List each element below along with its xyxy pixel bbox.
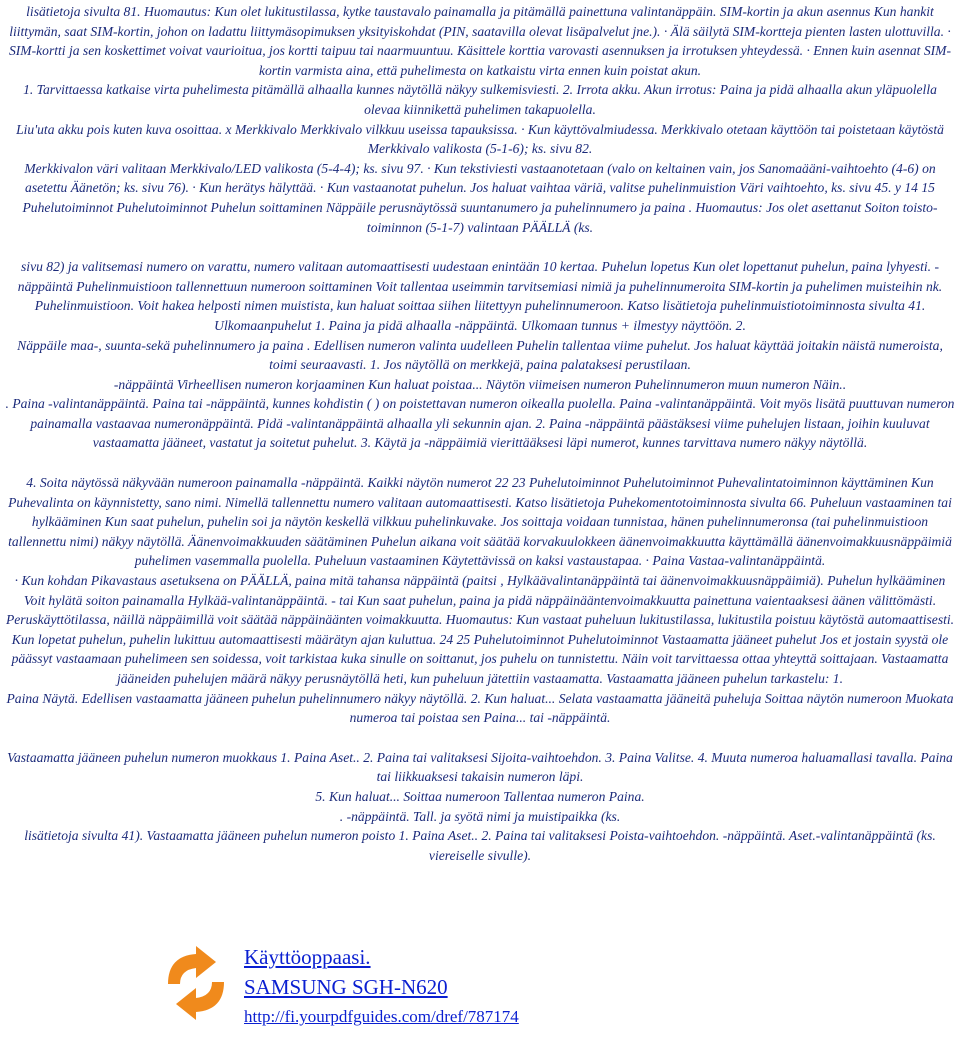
manual-link[interactable]: Käyttöoppaasi. (244, 945, 371, 969)
paragraph: 5. Kun haluat... Soittaa numeroon Tallentaa numeron Paina. (315, 788, 645, 804)
footer-links (158, 942, 718, 1032)
spacer (4, 728, 956, 748)
footer-link-group (244, 942, 519, 1030)
spacer (4, 453, 956, 473)
document-body (4, 2, 956, 865)
paragraph: lisätietoja sivulta 41). Vastaamatta jääneen puhelun numeron poisto 1. Paina Aset.. 2. Paina tai valitaksesi Poista-vaihtoehdon. -näppäintä. Aset.-valintanäppäintä (ks. viereiselle sivulle). (24, 828, 936, 863)
paragraph: 1. Tarvittaessa katkaise virta puhelimesta pitämällä alhaalla kunnes näytöllä näkyy sulkemisviesti. 2. Irrota akku. Akun irrotus: Paina ja pidä alhaalla akun yläpuolella olevaa kiinnikettä puhelimen takapuolella. (23, 82, 937, 117)
paragraph: lisätietoja sivulta 81. Huomautus: Kun olet lukitustilassa, kytke taustavalo painamalla ja pitämällä painettuna valintanäppäin. SIM-kortin ja akun asennus Kun hankit liittymän, saat SIM-kortin, johon on ladattu liittymäsopimuksen yksityiskohdat (PIN, saatavilla olevat lisäpalvelut jne.). · Älä säilytä SIM-kortteja pienten lasten ulottuvilla. · SIM-kortti ja sen koskettimet voivat vaurioitua, jos kortti taipuu tai naarmuuntuu. Käsittele korttia varovasti asennuksen ja irrotuksen yhteydessä. · Ennen kuin asennat SIM-kortin varmista aina, että puhelimesta on katkaistu virta ennen kuin poistat akun. (8, 4, 952, 78)
paragraph: Merkkivalon väri valitaan Merkkivalo/LED valikosta (5-4-4); ks. sivu 97. · Kun tekstiviesti vastaanotetaan (valo on keltainen vain, jos Sanomaääni-vaihtoehto (4-6) on asetettu Äänetön; ks. sivu 76). · Kun herätys hälyttää. · Kun vastaanotat puhelun. Jos haluat vaihtaa väriä, valitse puhelinmuistion Väri vaihtoehto, ks. sivu 45. y 14 15 Puhelutoiminnot Puhelutoiminnot Puhelun soittaminen Näppäile perusnäytössä suuntanumero ja puhelinnumero ja paina . Huomautus: Jos olet asettanut Soiton toisto-toiminnon (5-1-7) valintaan PÄÄLLÄ (ks. (22, 160, 938, 235)
paragraph: . -näppäintä. Tall. ja syötä nimi ja muistipaikka (ks. (339, 808, 621, 824)
paragraph: Näppäile maa-, suunta-sekä puhelinnumero ja paina . Edellisen numeron valinta uudelleen Puhelin tallentaa viime puhelut. Jos haluat käyttää joitakin näistä numeroista, toimi seuraavasti. 1. Jos näytöllä on merkkejä, paina palataksesi perustilaan. (17, 337, 943, 373)
paragraph: Kun lopetat puhelun, puhelin lukittuu automaattisesti määrätyn ajan kuluttua. 24 25 Puhelutoiminnot Puhelutoiminnot Vastaamatta jääneet puhelut Jos et jostain syystä ole päässyt vastaamaan puhelimeen sen soidessa, voit tarkistaa kuka sinulle on soittanut, jos puhelu on tunnistettu. Näin voit tarvittaessa ottaa yhteyttä soittajaan. Vastaamatta jääneiden puhelujen määrä näkyy perusnäytöllä heti, kun puheluun jätettiin vastaamatta. Vastaamatta jääneen puhelun tarkastelu: 1. (11, 631, 949, 686)
url-link[interactable]: http://fi.yourpdfguides.com/dref/787174 (244, 1007, 519, 1026)
pdf-guides-arrow-logo (158, 944, 234, 1022)
paragraph: Vastaamatta jääneen puhelun numeron muokkaus 1. Paina Aset.. 2. Paina tai valitaksesi Sijoita-vaihtoehdon. 3. Paina Valitse. 4. Muuta numeroa haluamallasi tavalla. Paina tai liikkuaksesi takaisin numeron läpi. (7, 749, 953, 785)
paragraph: Paina Näytä. Edellisen vastaamatta jääneen puhelun puhelinnumero näkyy näytöllä. 2. Kun haluat... Selata vastaamatta jääneitä puheluja Soittaa näytön numeroon Muokata numeroa tai poistaa sen Paina... tai -näppäintä. (6, 690, 954, 726)
paragraph: · Kun kohdan Pikavastaus asetuksena on PÄÄLLÄ, paina mitä tahansa näppäintä (paitsi , Hylkäävalintanäppäintä tai äänenvoimakkuusnäppäimiä). Puhelun hylkääminen Voit hylätä soiton painamalla Hylkää-valintanäppäintä. - tai Kun saat puhelun, paina ja pidä näppäinääntenvoimakkuutta painettuna vaientaaksesi äänen välittömästi. Peruskäyttötilassa, näillä näppäimillä voit säätää näppäinäänten voimakkuutta. Huomautus: Kun vastaat puheluun lukitustilassa, lukitustila poistuu käytöstä automaattisesti. (5, 573, 955, 628)
paragraph: Liu'uta akku pois kuten kuva osoittaa. x Merkkivalo Merkkivalo vilkkuu useissa tapauksissa. · Kun käyttövalmiudessa. Merkkivalo otetaan käyttöön tai poistetaan käytöstä Merkkivalo valikosta (5-1-6); ks. sivu 82. (16, 121, 944, 157)
paragraph: sivu 82) ja valitsemasi numero on varattu, numero valitaan automaattisesti uudestaan enintään 10 kertaa. Puhelun lopetus Kun olet lopettanut puhelun, paina lyhyesti. -näppäintä Puhelinmuistioon tallennettuun numeroon soittaminen Voit tallentaa useimmin tarvitsemiasi nimiä ja puhelinnumeroita SIM-kortin ja puhelimen muisteihin nk. Puhelinmuistioon. Voit hakea helposti nimen muistista, kun haluat soittaa siihen liitettyyn puhelinnumeroon. Katso lisätietoja puhelinmuistiotoiminnosta sivulta 41. Ulkomaanpuhelut 1. Paina ja pidä alhaalla -näppäintä. Ulkomaan tunnus + ilmestyy näyttöön. 2. (17, 259, 943, 333)
paragraph: 4. Soita näytössä näkyvään numeroon painamalla -näppäintä. Kaikki näytön numerot 22 23 Puhelutoiminnot Puhelutoiminnot Puhevalintatoiminnon käyttäminen Kun Puhevalinta on käynnistetty, sano nimi. Nimellä tallennettu numero valitaan automaattisesti. Katso lisätietoja Puhekomentotoiminnosta sivulta 66. Puheluun vastaaminen tai hylkääminen Kun saat puhelun, puhelin soi ja näytön keskellä vilkkuu puhelinkuvake. Jos soittaja voidaan tunnistaa, hänen puhelinnumeronsa (tai puhelinmuistioon tallennettu nimi) näkyy näytöllä. Äänenvoimakkuuden säätäminen Puhelun aikana voit säätää korvakuulokkeen äänenvoimakkuutta käyttämällä äänenvoimakkuusnäppäimiä puhelimen vasemmalla puolella. Puheluun vastaaminen Käytettävissä on kaksi vastaustapaa. · Paina Vastaa-valintanäppäintä. (8, 475, 952, 569)
model-link[interactable]: SAMSUNG SGH-N620 (244, 975, 448, 999)
paragraph: . Paina -valintanäppäintä. Paina tai -näppäintä, kunnes kohdistin ( ) on poistettavan numeron oikealla puolella. Paina -valintanäppäintä. Voit myös lisätä puuttuvan numeron painamalla vastaavaa numeronäppäintä. Pidä -valintanäppäintä alhaalla yli sekunnin ajan. 2. Paina -näppäintä päästäksesi viime puhelujen listaan, joihin kuuluvat vastaamatta jääneet, vastatut ja soitetut puhelut. 3. Käytä ja -näppäimiä vierittääksesi läpi numerot, kunnes tarvittava numero näkyy näytöllä. (5, 396, 955, 451)
spacer (4, 237, 956, 257)
paragraph: -näppäintä Virheellisen numeron korjaaminen Kun haluat poistaa... Näytön viimeisen numeron Puhelinnumeron muun numeron Näin.. (113, 376, 847, 392)
